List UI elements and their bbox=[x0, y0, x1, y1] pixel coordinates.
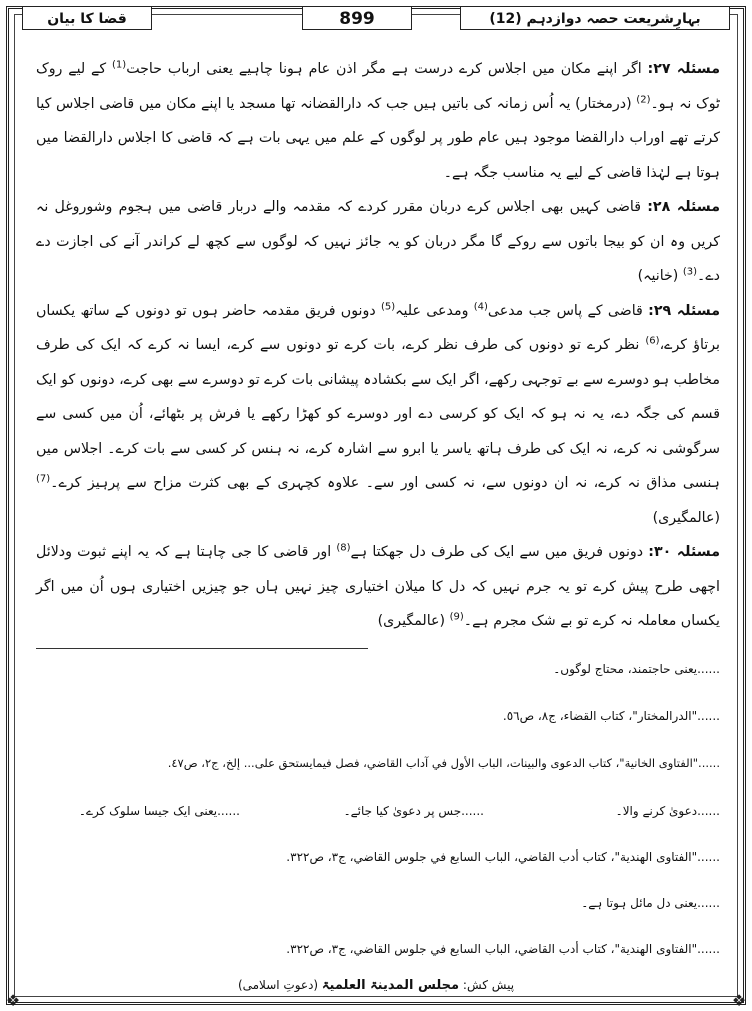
footnote-ref: (7) bbox=[36, 473, 51, 485]
footnote-1: ......یعنی حاجتمند، محتاج لوگوں۔ bbox=[553, 662, 720, 676]
footnote-ref: (2) bbox=[636, 93, 651, 105]
masala-30: مسئلہ ۳۰: دونوں فریق میں سے ایک کی طرف دل جھکتا ہے$^{(8)}$ اور قاضی کا جی چاہتا ہے کہ یہ اپنے ثبوت ودلائل اچھی طرح پیش کرے تو یہ جرم نہیں کہ دل کا میلان اختیاری چیز نہیں ہاں جو چیزیں اختیاری ہوں اُن میں اگر یکساں معاملہ نہ کرے تو بے شک مجرم ہے۔$^{(9)}$ (عالمگیری) bbox=[36, 542, 720, 629]
main-text bbox=[36, 52, 720, 639]
footnote-7: ......"الفتاوى الهندية"، كتاب أدب القاضي، الباب السابع في جلوس القاضي، ج٣، ص٣٢٢. bbox=[286, 850, 720, 864]
footnote-9: ......"الفتاوى الهندية"، كتاب أدب القاضي، الباب السابع في جلوس القاضي، ج٣، ص٣٢٢. bbox=[286, 942, 720, 956]
footnote-4: ......دعویٰ کرنے والا۔ bbox=[615, 804, 720, 818]
footnote-ref: (5) bbox=[380, 300, 396, 312]
footnote-ref: (9) bbox=[449, 611, 464, 623]
footer-brand: مجلس المدینۃ العلمیۃ bbox=[321, 978, 460, 993]
corner-ornament-bottom-right: ❖ bbox=[731, 991, 747, 1010]
footnote-ref: (8) bbox=[336, 542, 351, 554]
page-footer bbox=[0, 978, 752, 993]
masala-heading: مسئلہ ۲۹: bbox=[648, 302, 720, 319]
footnote-ref: (6) bbox=[645, 335, 660, 347]
footnote-ref: (4) bbox=[473, 300, 488, 312]
page-number: 899 bbox=[302, 6, 412, 30]
masala-heading: مسئلہ ۲۷: bbox=[647, 61, 720, 77]
footnote-ref: (3) bbox=[682, 266, 698, 278]
masala-28: مسئلہ ۲۸: قاضی کہیں بھی اجلاس کرے دربان مقرر کردے کہ مقدمہ والے دربار قاضی میں ہجوم وشوروغل نہ کریں وہ ان کو بیجا باتوں سے روکے گا مگر دربان کو یہ جائز نہیں کہ لوگوں سے کچھ لے کراندر آنے کی اجازت دے دے۔$^{(3)}$ (خانیہ) bbox=[36, 199, 721, 284]
masala-29: مسئلہ ۲۹: قاضی کے پاس جب مدعی$^{(4)}$ ومدعی علیہ$^{(5)}$ دونوں فریق مقدمہ حاضر ہوں تو دونوں کے ساتھ یکساں برتاؤ کرے،$^{(6)}$ نظر کرے تو دونوں کی طرف نظر کرے، بات کرے تو دونوں سے کرے، ایسا نہ کرے کہ ایک کی طرف مخاطب ہو دوسرے سے بے توجہی رکھے، اگر ایک سے بکشادہ پیشانی بات کرے تو دوسرے سے بھی کرے، دونوں کو ایک قسم کی جگہ دے، یہ نہ ہو کہ ایک کو کرسی دے اور دوسرے کو کھڑا رکھے یا فرش پر بٹھائے، اُن میں کسی سے سرگوشی نہ کرے، نہ ایک کی طرف ہاتھ یاسر یا ابرو سے اشارہ کرے، نہ ہنس کر کسی سے بات کرے۔ اجلاس میں ہنسی مذاق نہ کرے، نہ ان دونوں سے، نہ کسی اور سے۔ علاوہ کچہری کے بھی کثرت مزاح سے پرہیز کرے۔$^{(7)}$ (عالمگیری) bbox=[36, 300, 720, 526]
chapter-title: قضا کا بیان bbox=[22, 6, 152, 30]
book-title: بہارِشریعت حصہ دوازدہم (12) bbox=[460, 6, 730, 30]
masala-heading: مسئلہ ۲۸: bbox=[647, 199, 721, 215]
footnote-row bbox=[36, 804, 720, 824]
footnote-ref: (1) bbox=[112, 59, 127, 71]
masala-heading: مسئلہ ۳۰: bbox=[648, 544, 720, 560]
footer-suffix: (دعوتِ اسلامی) bbox=[237, 978, 319, 992]
corner-ornament-bottom-left: ❖ bbox=[5, 991, 21, 1010]
footnote-2: ......"الدرالمختار"، كتاب القضاء، ج٨، ص٥٦. bbox=[502, 709, 720, 723]
footnote-separator bbox=[36, 648, 368, 649]
masala-27: مسئلہ ۲۷: اگر اپنے مکان میں اجلاس کرے درست ہے مگر اذن عام ہونا چاہیے یعنی ارباب حاجت$^{(1)}$ کے لیے روک ٹوک نہ ہو۔$^{(2)}$ (درمختار) یہ اُس زمانہ کی باتیں ہیں جب کہ دارالقضانہ تھا مسجد یا اپنے مکان میں قاضی اجلاس کیا کرتے تھے اوراب دارالقضا موجود ہیں عام طور پر لوگوں کے علم میں یہی بات ہے کہ قاضی کا اجلاس دارالقضا میں ہوتا ہے لہٰذا قاضی کے لیے یہ مناسب جگہ ہے۔ bbox=[36, 59, 720, 181]
footnote-8: ......یعنی دل مائل ہوتا ہے۔ bbox=[581, 896, 720, 910]
footnote-3: ......"الفتاوى الخانية"، كتاب الدعوى والبينات، الباب الأول في آداب القاضي، فصل فيمايستحق على... إلخ، ج٢، ص٤٧. bbox=[167, 756, 720, 770]
footnote-6: ......یعنی ایک جیسا سلوک کرے۔ bbox=[78, 804, 240, 818]
footer-prefix: پیش کش: bbox=[462, 978, 515, 992]
page-header bbox=[22, 4, 730, 32]
footnote-5: ......جس پر دعویٰ کیا جائے۔ bbox=[343, 804, 484, 818]
